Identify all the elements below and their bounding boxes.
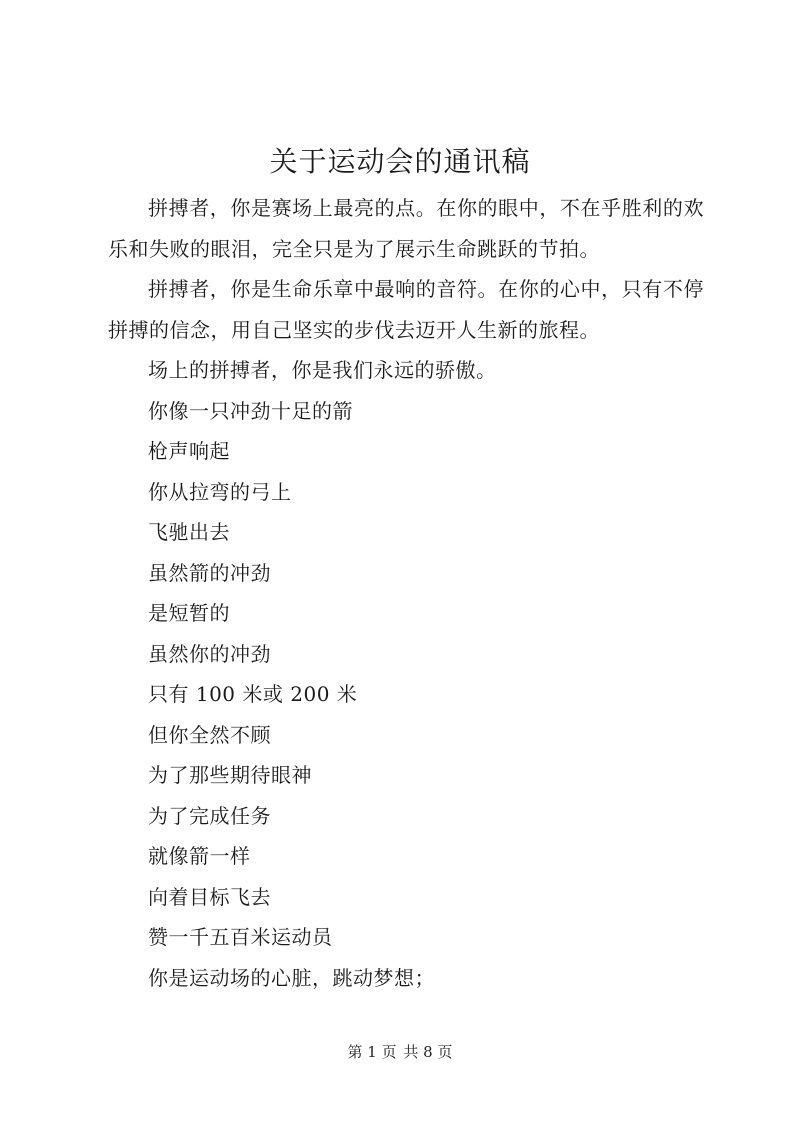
verse-line: 你是运动场的心脏，跳动梦想； [148,965,435,990]
verse-line: 你从拉弯的弓上 [148,479,292,504]
document-title: 关于运动会的通讯稿 [269,145,531,178]
verse-line: 只有 100 米或 200 米 [148,682,358,706]
page-number: 第 1 页 [347,1043,397,1061]
page-total: 共 8 页 [403,1043,453,1061]
verse-line: 飞驰出去 [148,520,230,544]
paragraph: 拼搏者，你是赛场上最亮的点。在你的眼中，不在乎胜利的欢乐和失败的眼泪，完全只是为了展示生命跳跃的节拍。 [108,196,704,261]
verse-line: 就像箭一样 [148,844,251,868]
verse-line: 但你全然不顾 [148,722,271,747]
verse-line: 是短暂的 [148,601,230,625]
verse-line: 你像一只冲劲十足的箭 [148,398,353,423]
verse-line: 为了那些期待眼神 [148,763,312,787]
page-footer [0,1042,800,1062]
verse-line: 向着目标飞去 [148,884,271,909]
verse-line: 虽然你的冲劲 [148,641,271,666]
paragraph: 拼搏者，你是生命乐章中最响的音符。在你的心中，只有不停拼搏的信念，用自己坚实的步伐去迈开人生新的旅程。 [108,277,704,342]
paragraph: 场上的拼搏者，你是我们永远的骄傲。 [148,358,497,382]
verse-line: 枪声响起 [148,439,230,463]
document-body [108,188,704,998]
verse-line: 赞一千五百米运动员 [148,925,333,949]
verse-line: 为了完成任务 [148,803,271,828]
verse-line: 虽然箭的冲劲 [148,560,271,585]
